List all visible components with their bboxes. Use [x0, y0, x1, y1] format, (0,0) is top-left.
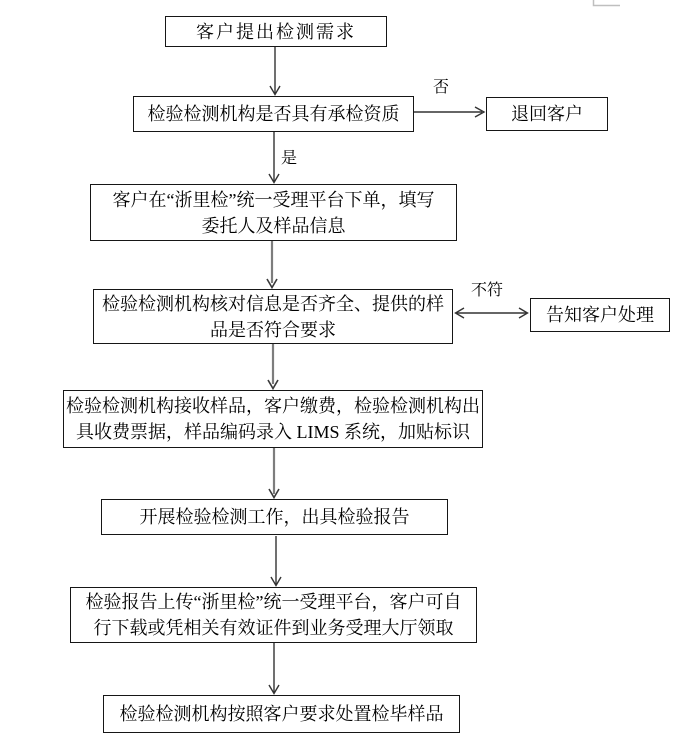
flow-box-upload-report-line1: 检验报告上传“浙里检”统一受理平台，客户可自 [85, 592, 462, 612]
flow-box-conduct-testing [101, 499, 448, 535]
flow-box-qualification-check-text: 检验检测机构是否具有承检资质 [147, 104, 400, 124]
arrow-mismatch-branch-head-right [519, 308, 528, 318]
flow-box-return-customer [486, 97, 608, 131]
page-corner-mark [594, 0, 621, 6]
arrow-conduct-to-upload-head [271, 577, 281, 586]
arrow-upload-to-dispose-head [269, 685, 279, 694]
flow-box-receive-sample-line2: 具收费票据，样品编码录入 LIMS 系统，加贴标识 [75, 422, 470, 442]
flow-box-dispose-sample [103, 695, 460, 733]
flow-box-notify-customer-text: 告知客户处理 [546, 305, 654, 325]
flow-box-verify-info-line1: 检验检测机构核对信息是否齐全、提供的样 [102, 293, 444, 314]
flow-box-notify-customer [530, 298, 670, 332]
arrow-verify-to-receive-head [268, 380, 278, 389]
arrow-demand-to-qualification-head [270, 86, 280, 95]
flow-box-verify-info-line2: 品是否符合要求 [210, 319, 336, 340]
flow-box-upload-report-line2: 行下载或凭相关有效证件到业务受理大厅领取 [93, 618, 454, 638]
arrow-receive-to-conduct-head [269, 489, 279, 498]
flow-box-receive-sample [63, 390, 483, 448]
branch-label-mismatch: 不符 [471, 282, 504, 299]
flow-box-customer-demand [165, 16, 387, 47]
branch-label-yes: 是 [281, 150, 298, 167]
flow-box-receive-sample-line1: 检验检测机构接收样品，客户缴费，检验检测机构出 [66, 396, 480, 416]
flow-box-return-customer-text: 退回客户 [511, 104, 583, 124]
flow-box-customer-demand-text: 客户提出检测需求 [196, 21, 356, 42]
flow-box-dispose-sample-text: 检验检测机构按照客户要求处置检毕样品 [119, 704, 444, 724]
flow-box-place-order-line2: 委托人及样品信息 [201, 215, 346, 236]
flow-box-conduct-testing-text: 开展检验检测工作，出具检验报告 [139, 507, 410, 527]
flow-box-qualification-check [133, 96, 414, 132]
flow-box-place-order-line1: 客户在“浙里检”统一受理平台下单，填写 [112, 189, 435, 210]
branch-label-no: 否 [433, 79, 450, 96]
arrow-no-branch-head [475, 107, 484, 117]
arrow-qualification-to-order-head [269, 174, 279, 183]
arrow-mismatch-branch-head-left [456, 308, 465, 318]
flow-box-verify-info [93, 289, 453, 344]
flow-box-upload-report [70, 587, 477, 643]
flow-box-place-order [90, 184, 457, 241]
arrow-order-to-verify-head [267, 279, 277, 288]
